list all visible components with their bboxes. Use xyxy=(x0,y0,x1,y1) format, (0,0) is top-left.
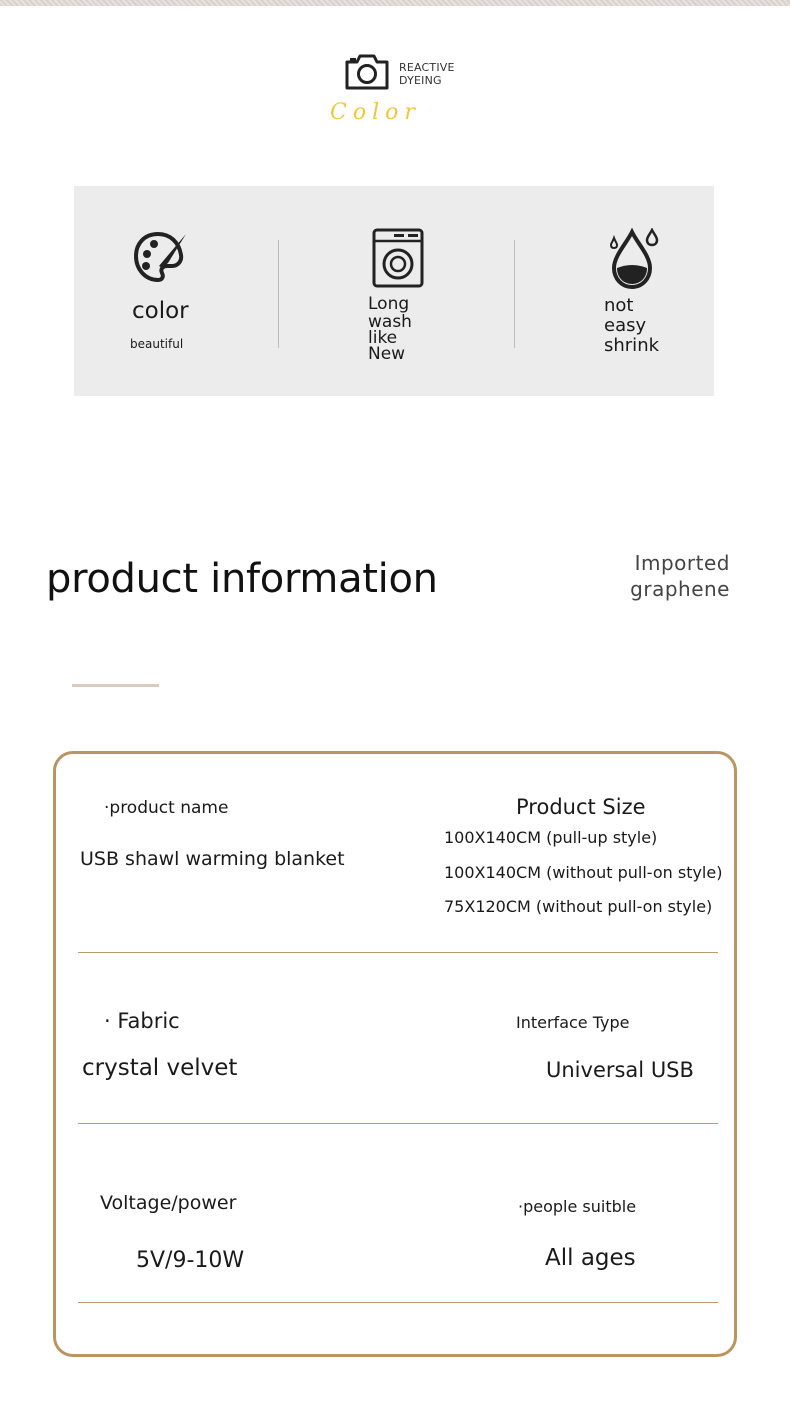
feature-shrink-text: not easy shrink xyxy=(604,295,660,356)
title-accent-line xyxy=(72,684,159,687)
people-suitable-value: All ages xyxy=(545,1245,636,1271)
voltage-power-label: Voltage/power xyxy=(100,1192,237,1214)
row-divider xyxy=(78,1123,718,1124)
color-script-text: Color xyxy=(330,100,421,125)
feature-color-subtitle: beautiful xyxy=(130,337,184,351)
size-option: 75X120CM (without pull-on style) xyxy=(444,897,713,916)
product-name-label: ·product name xyxy=(104,798,229,818)
fabric-value: crystal velvet xyxy=(82,1055,238,1081)
fabric-label: · Fabric xyxy=(104,1009,180,1033)
features-panel xyxy=(74,186,714,396)
voltage-power-value: 5V/9-10W xyxy=(136,1248,245,1273)
row-divider xyxy=(78,1302,718,1303)
feature-color-title: color xyxy=(132,298,189,324)
interface-type-value: Universal USB xyxy=(546,1058,694,1082)
page-title: product information xyxy=(46,556,438,602)
top-pattern-band xyxy=(0,0,790,6)
interface-type-label: Interface Type xyxy=(516,1013,630,1032)
washing-machine-icon xyxy=(372,228,424,292)
feature-divider xyxy=(514,240,515,348)
row-divider xyxy=(78,952,718,953)
water-drop-icon xyxy=(608,228,660,294)
feature-wash-text: Long wash like New xyxy=(368,294,412,364)
reactive-dyeing-label: REACTIVE DYEING xyxy=(399,61,455,87)
palette-icon xyxy=(132,230,188,288)
size-option: 100X140CM (pull-up style) xyxy=(444,828,658,847)
product-size-label: Product Size xyxy=(516,795,646,819)
camera-icon xyxy=(343,52,391,92)
feature-divider xyxy=(278,240,279,348)
size-option: 100X140CM (without pull-on style) xyxy=(444,863,723,882)
people-suitable-label: ·people suitble xyxy=(518,1197,637,1216)
imported-graphene-note: Imported graphene xyxy=(630,551,730,601)
product-name-value: USB shawl warming blanket xyxy=(80,848,345,870)
